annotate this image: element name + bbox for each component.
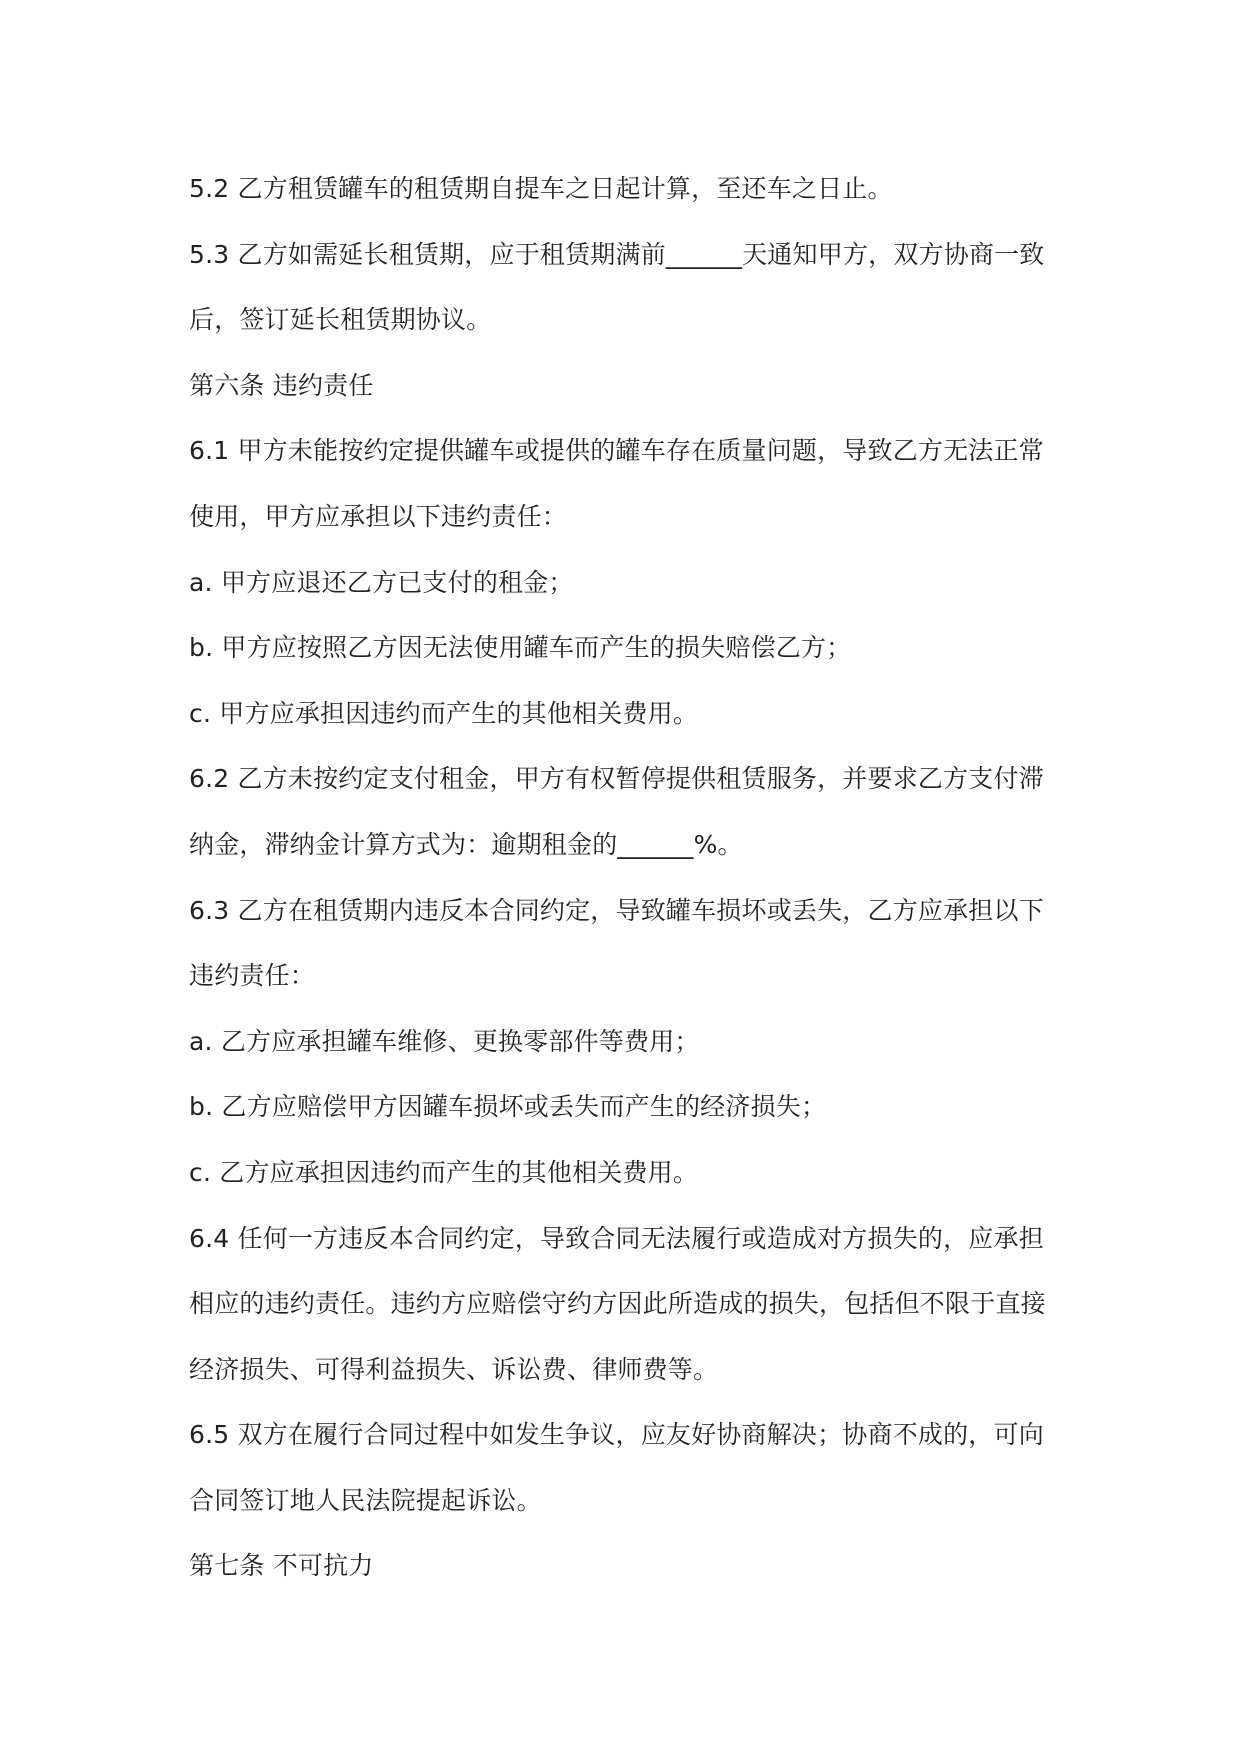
clause-6-4-continued-2: 经济损失、可得利益损失、诉讼费、律师费等。	[189, 1354, 719, 1384]
clause-6-1-item-b: b. 甲方应按照乙方因无法使用罐车而产生的损失赔偿乙方；	[189, 633, 852, 663]
clause-6-1-item-c: c. 甲方应承担因违约而产生的其他相关费用。	[189, 698, 699, 728]
clause-5-3-continued: 后，签订延长租赁期协议。	[189, 305, 492, 335]
clause-6-3-item-a: a. 乙方应承担罐车维修、更换零部件等费用；	[189, 1026, 700, 1056]
clause-6-2: 6.2 乙方未按约定支付租金，甲方有权暂停提供租赁服务，并要求乙方支付滞	[189, 764, 1044, 794]
clause-6-3-item-c: c. 乙方应承担因违约而产生的其他相关费用。	[189, 1157, 699, 1187]
clause-6-3: 6.3 乙方在租赁期内违反本合同约定，导致罐车损坏或丢失，乙方应承担以下	[189, 895, 1044, 925]
clause-5-3: 5.3 乙方如需延长租赁期，应于租赁期满前______天通知甲方，双方协商一致	[189, 239, 1045, 269]
clause-6-4-continued-1: 相应的违约责任。违约方应赔偿守约方因此所造成的损失，包括但不限于直接	[189, 1289, 1046, 1319]
clause-6-3-item-b: b. 乙方应赔偿甲方因罐车损坏或丢失而产生的经济损失；	[189, 1092, 827, 1122]
clause-6-4: 6.4 任何一方违反本合同约定，导致合同无法履行或造成对方损失的，应承担	[189, 1223, 1044, 1253]
clause-5-2: 5.2 乙方租赁罐车的租赁期自提车之日起计算，至还车之日止。	[189, 174, 893, 203]
article-6-heading: 第六条 违约责任	[189, 370, 374, 400]
clause-6-5: 6.5 双方在履行合同过程中如发生争议，应友好协商解决；协商不成的，可向	[189, 1420, 1044, 1450]
clause-6-5-continued: 合同签订地人民法院提起诉讼。	[189, 1485, 542, 1515]
clause-6-1-continued: 使用，甲方应承担以下违约责任：	[189, 501, 568, 531]
clause-6-1: 6.1 甲方未能按约定提供罐车或提供的罐车存在质量问题，导致乙方无法正常	[189, 436, 1044, 466]
clause-6-1-item-a: a. 甲方应退还乙方已支付的租金；	[189, 567, 574, 597]
document-page	[189, 156, 1069, 1599]
clause-6-2-continued: 纳金，滞纳金计算方式为：逾期租金的______%。	[189, 829, 743, 859]
article-7-heading: 第七条 不可抗力	[189, 1551, 374, 1581]
clause-6-3-continued: 违约责任：	[189, 961, 316, 991]
